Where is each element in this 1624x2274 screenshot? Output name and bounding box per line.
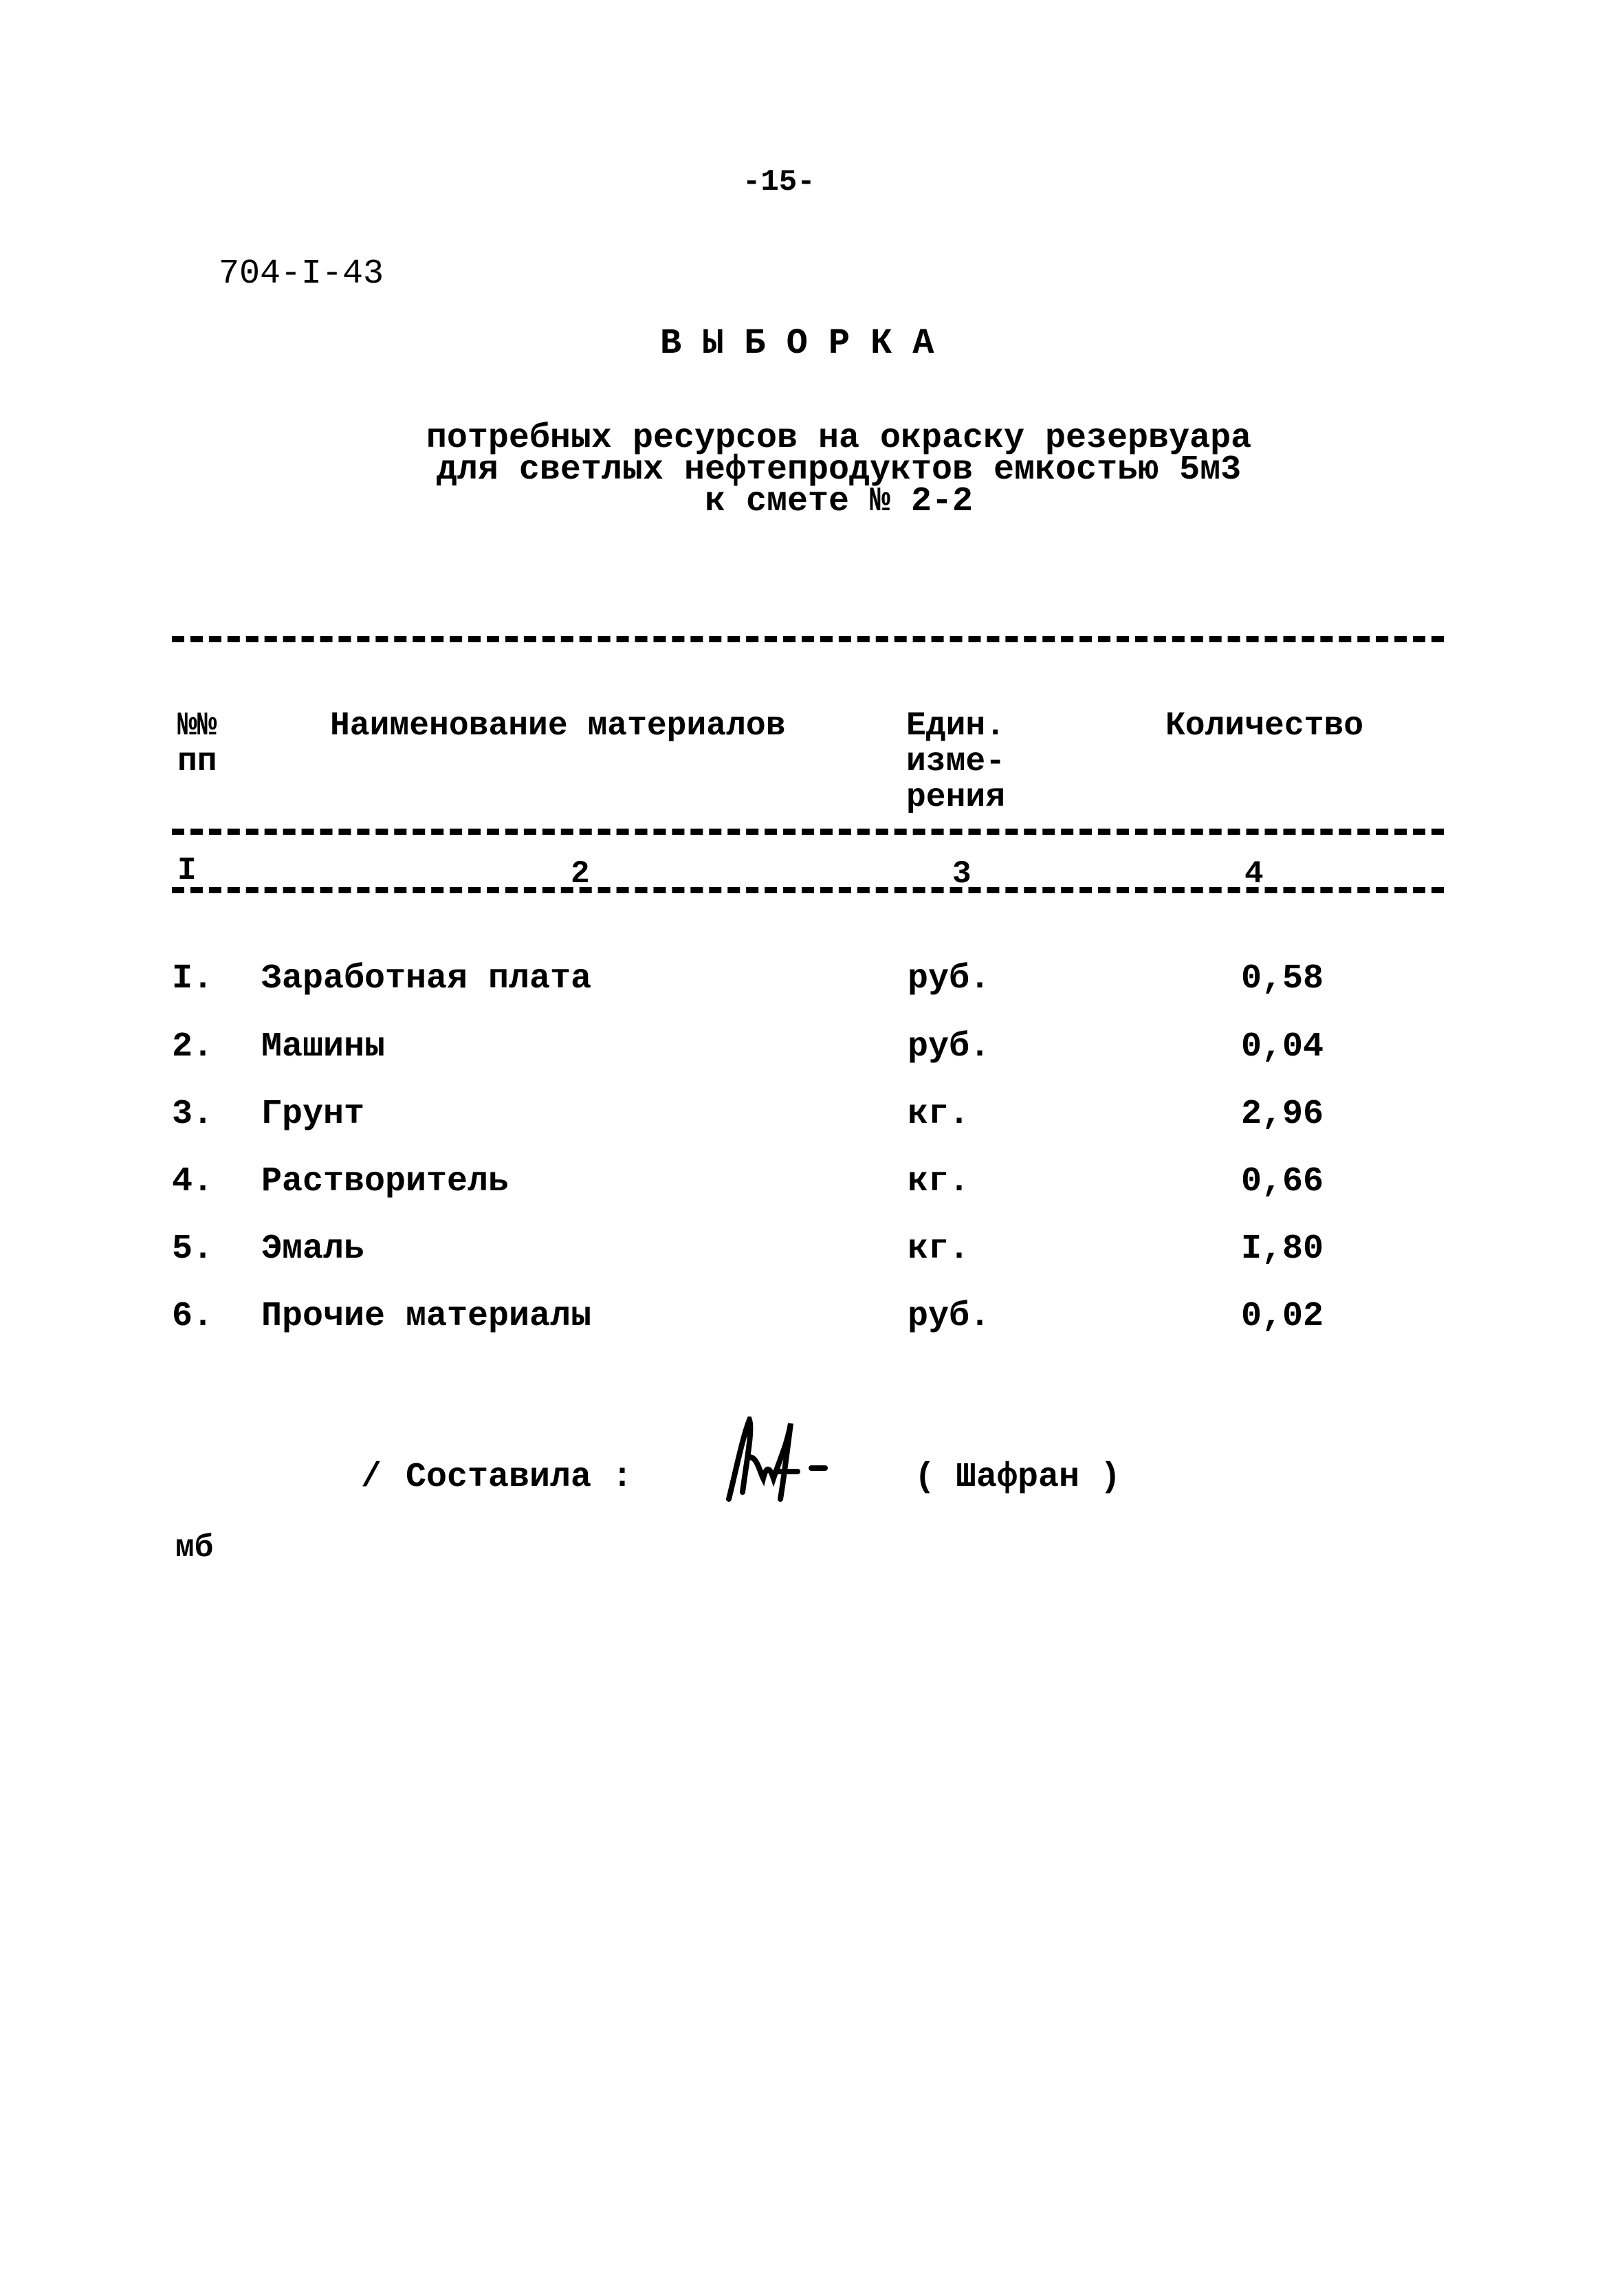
row-num: I.	[172, 959, 214, 998]
header-quantity: Количество	[1165, 708, 1364, 745]
row-unit: кг.	[908, 1095, 970, 1134]
column-numbers-rule	[172, 887, 1444, 893]
document-code: 704-I-43	[219, 254, 384, 294]
compiler-name: ( Шафран )	[914, 1458, 1121, 1497]
row-name: Растворитель	[261, 1162, 509, 1201]
slash-mark-icon: /	[361, 1458, 382, 1497]
table-top-rule	[172, 636, 1444, 642]
row-quantity: 0,66	[1241, 1162, 1324, 1201]
row-num: 2.	[172, 1027, 214, 1067]
row-name: Заработная плата	[261, 959, 592, 998]
row-num: 4.	[172, 1162, 214, 1201]
column-number-4: 4	[1244, 856, 1264, 892]
row-unit: руб.	[908, 1297, 991, 1336]
header-name: Наименование материалов	[330, 708, 786, 745]
page-number: -15-	[743, 165, 815, 199]
subtitle-line-3: к смете № 2-2	[704, 482, 974, 521]
row-quantity: I,80	[1241, 1229, 1324, 1269]
column-number-3: 3	[952, 856, 972, 892]
header-bottom-rule	[172, 829, 1444, 835]
row-quantity: 2,96	[1241, 1095, 1324, 1134]
subtitle-line-2: для светлых нефтепродуктов емкостью 5м3	[436, 450, 1242, 490]
compiled-label: Составила :	[406, 1458, 633, 1497]
row-quantity: 0,04	[1241, 1027, 1324, 1067]
row-quantity: 0,02	[1241, 1297, 1324, 1336]
header-num: №№ пп	[177, 708, 217, 780]
row-num: 3.	[172, 1095, 214, 1134]
column-number-1: I	[177, 853, 197, 888]
row-name: Эмаль	[261, 1229, 365, 1269]
row-unit: руб.	[908, 959, 991, 998]
column-number-2: 2	[571, 856, 590, 892]
subtitle-line-1: потребных ресурсов на окраску резервуара	[426, 419, 1252, 458]
typist-mark: мб	[175, 1530, 214, 1566]
document-subtitle	[406, 419, 1272, 521]
row-unit: руб.	[908, 1027, 991, 1067]
row-unit: кг.	[908, 1229, 970, 1269]
row-unit: кг.	[908, 1162, 970, 1201]
header-unit: Един. изме- рения	[906, 708, 1006, 816]
document-title: ВЫБОРКА	[660, 323, 955, 364]
row-num: 6.	[172, 1297, 214, 1336]
row-num: 5.	[172, 1229, 214, 1269]
row-name: Машины	[261, 1027, 386, 1067]
row-name: Грунт	[261, 1095, 365, 1134]
row-quantity: 0,58	[1241, 959, 1324, 998]
signature-icon	[722, 1417, 887, 1506]
row-name: Прочие материалы	[261, 1297, 592, 1336]
